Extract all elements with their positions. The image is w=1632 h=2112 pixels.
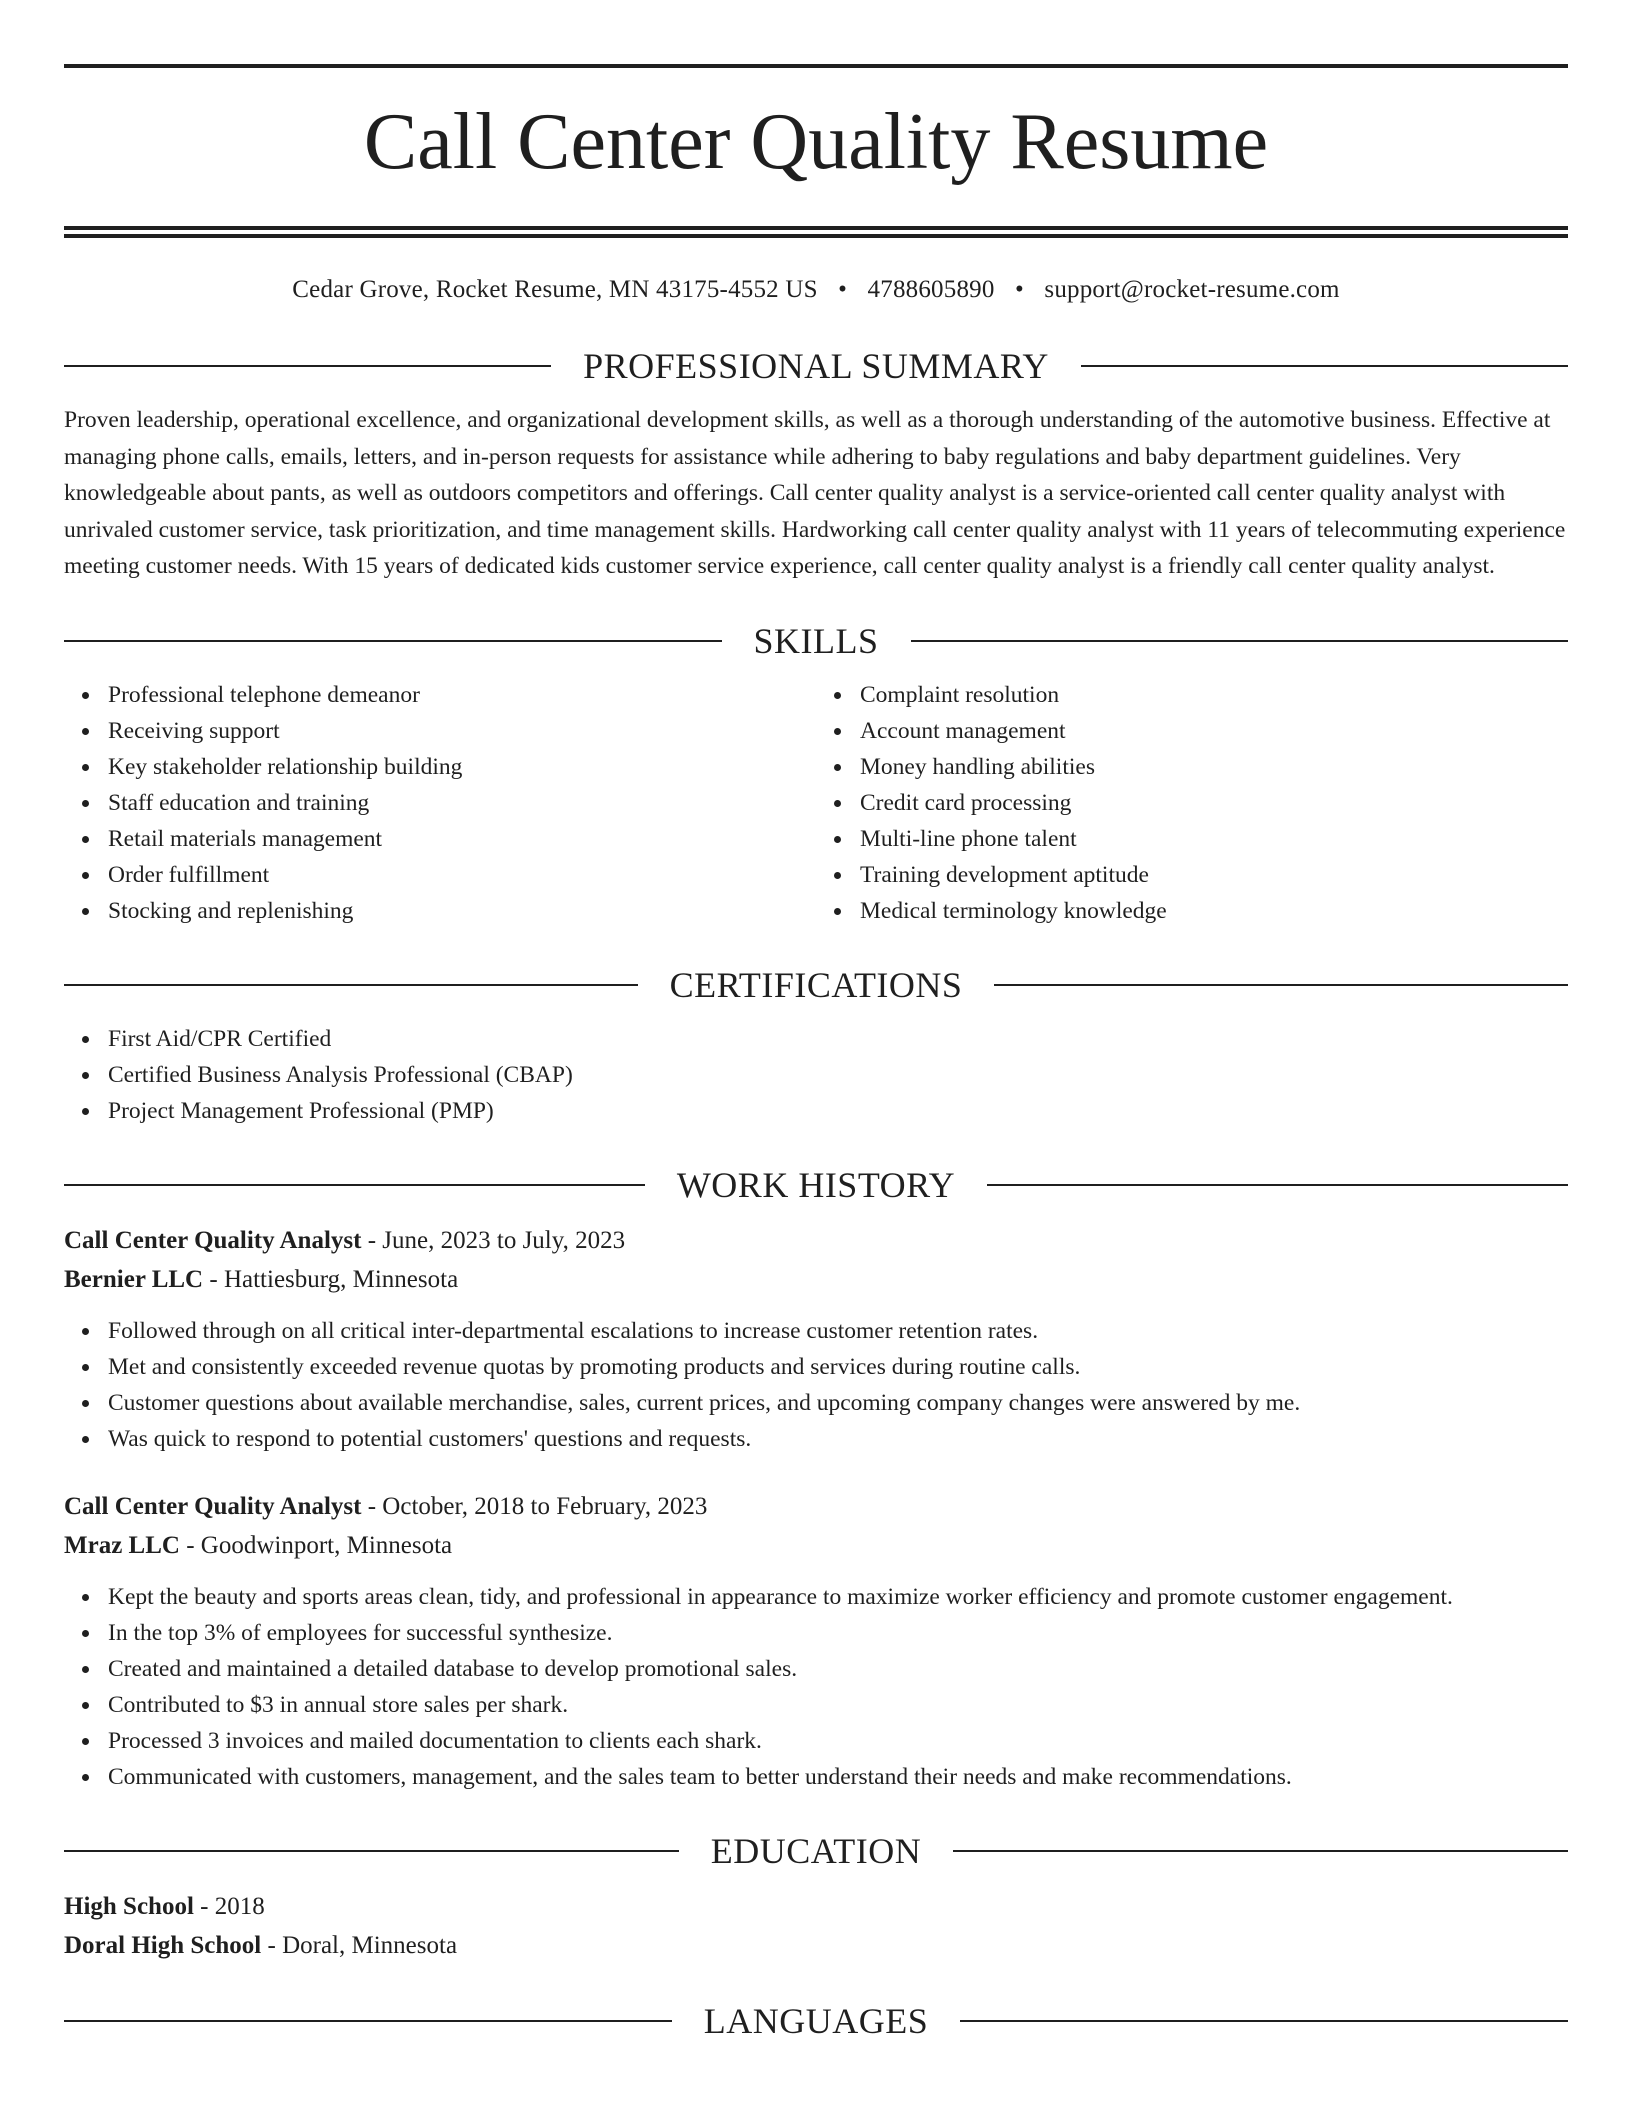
languages-heading-label: LANGUAGES — [703, 2000, 929, 2041]
skill-item: Retail materials management — [108, 821, 816, 857]
heading-rule-right — [987, 1184, 1568, 1186]
languages-heading — [64, 1999, 1568, 2043]
education-location: - Doral, Minnesota — [261, 1931, 458, 1959]
education-degree: High School — [64, 1892, 194, 1920]
job-entry — [64, 1487, 1568, 1795]
skill-item: Multi-line phone talent — [860, 821, 1568, 857]
certifications-heading — [64, 963, 1568, 1007]
job-bullet: Customer questions about available merchandise, sales, current prices, and upcoming company changes were answered by me. — [108, 1385, 1568, 1421]
skill-item: Medical terminology knowledge — [860, 893, 1568, 929]
contact-separator: • — [838, 276, 848, 303]
job-bullet: In the top 3% of employees for successful synthesize. — [108, 1615, 1568, 1651]
education-year: - 2018 — [193, 1892, 265, 1920]
summary-heading — [64, 344, 1568, 388]
heading-rule-right — [994, 984, 1568, 986]
work-history-heading-label: WORK HISTORY — [676, 1164, 956, 1205]
education-entry — [64, 1887, 1568, 1965]
work-history-heading — [64, 1163, 1568, 1207]
job-dates: - October, 2018 to February, 2023 — [361, 1492, 708, 1520]
education-heading-label: EDUCATION — [710, 1830, 922, 1871]
job-company-line — [64, 1260, 1568, 1299]
skill-item: Key stakeholder relationship building — [108, 749, 816, 785]
skill-item: Stocking and replenishing — [108, 893, 816, 929]
job-company: Bernier LLC — [64, 1265, 204, 1293]
education-school: Doral High School — [64, 1931, 262, 1959]
job-bullets — [64, 1313, 1568, 1457]
skills-list-left — [64, 677, 816, 929]
skills-heading — [64, 619, 1568, 663]
skill-item: Receiving support — [108, 713, 816, 749]
job-title: Call Center Quality Analyst — [64, 1226, 362, 1254]
heading-rule-right — [953, 1850, 1568, 1852]
skills-column-right — [816, 677, 1568, 929]
heading-rule-right — [1081, 365, 1568, 367]
job-bullet: Followed through on all critical inter-departmental escalations to increase customer retention rates. — [108, 1313, 1568, 1349]
education-heading — [64, 1829, 1568, 1873]
job-bullet: Kept the beauty and sports areas clean, tidy, and professional in appearance to maximize worker efficiency and promote customer engagement. — [108, 1579, 1568, 1615]
contact-separator: • — [1015, 276, 1024, 303]
contact-address: Cedar Grove, Rocket Resume, MN 43175-4552 US — [292, 276, 818, 303]
job-entry — [64, 1221, 1568, 1457]
heading-rule-left — [64, 640, 722, 642]
heading-rule-right — [911, 640, 1569, 642]
education-degree-line — [64, 1887, 1568, 1926]
certifications-block — [64, 1021, 1568, 1129]
certifications-heading-label: CERTIFICATIONS — [669, 964, 963, 1005]
skills-list-right — [816, 677, 1568, 929]
skill-item: Order fulfillment — [108, 857, 816, 893]
skill-item: Staff education and training — [108, 785, 816, 821]
heading-rule-left — [64, 984, 638, 986]
skill-item: Money handling abilities — [860, 749, 1568, 785]
job-title-line — [64, 1221, 1568, 1260]
job-company-line — [64, 1526, 1568, 1565]
summary-text: Proven leadership, operational excellence, and organizational development skills, as well as a thorough understanding of the automotive business. Effective at managing phone calls, emails, letters, and in-person requests for assistance while adhering to baby regulations and baby department guidelines. Very knowledgeable about pants, as well as outdoors competitors and offerings. Call center quality analyst is a service-oriented call center quality analyst with unrivaled customer service, task prioritization, and time management skills. Hardworking call center quality analyst with 11 years of telecommuting experience meeting customer needs. With 15 years of dedicated kids customer service experience, call center quality analyst is a friendly call center quality analyst. — [64, 407, 1566, 579]
job-title: Call Center Quality Analyst — [64, 1492, 362, 1520]
skills-columns — [64, 677, 1568, 929]
heading-rule-left — [64, 1184, 645, 1186]
contact-line — [64, 276, 1568, 310]
job-company: Mraz LLC — [64, 1531, 180, 1559]
skill-item: Complaint resolution — [860, 677, 1568, 713]
title-double-divider — [64, 226, 1568, 238]
heading-rule-right — [960, 2020, 1568, 2022]
job-bullet: Communicated with customers, management, and the sales team to better understand their needs and make recommendations. — [108, 1759, 1568, 1795]
job-title-line — [64, 1487, 1568, 1526]
top-divider — [64, 64, 1568, 68]
skill-item: Training development aptitude — [860, 857, 1568, 893]
certification-item: First Aid/CPR Certified — [108, 1021, 1568, 1057]
skill-item: Professional telephone demeanor — [108, 677, 816, 713]
resume-title: Call Center Quality Resume — [363, 98, 1269, 186]
job-dates: - June, 2023 to July, 2023 — [361, 1226, 626, 1254]
contact-email: support@rocket-resume.com — [1044, 276, 1340, 303]
job-bullet: Met and consistently exceeded revenue quotas by promoting products and services during routine calls. — [108, 1349, 1568, 1385]
skills-heading-label: SKILLS — [753, 620, 879, 661]
education-school-line — [64, 1926, 1568, 1965]
job-bullets — [64, 1579, 1568, 1795]
skills-column-left — [64, 677, 816, 929]
heading-rule-left — [64, 365, 551, 367]
certification-item: Project Management Professional (PMP) — [108, 1093, 1568, 1129]
job-bullet: Processed 3 invoices and mailed documentation to clients each shark. — [108, 1723, 1568, 1759]
summary-heading-label: PROFESSIONAL SUMMARY — [583, 346, 1049, 386]
certification-item: Certified Business Analysis Professional (CBAP) — [108, 1057, 1568, 1093]
job-bullet: Contributed to $3 in annual store sales per shark. — [108, 1687, 1568, 1723]
skill-item: Account management — [860, 713, 1568, 749]
skill-item: Credit card processing — [860, 785, 1568, 821]
job-bullet: Was quick to respond to potential customers' questions and requests. — [108, 1421, 1568, 1457]
contact-phone: 4788605890 — [867, 276, 995, 303]
job-bullet: Created and maintained a detailed database to develop promotional sales. — [108, 1651, 1568, 1687]
job-location: - Goodwinport, Minnesota — [179, 1531, 453, 1559]
heading-rule-left — [64, 1850, 679, 1852]
certifications-list — [64, 1021, 1568, 1129]
heading-rule-left — [64, 2020, 672, 2022]
job-location: - Hattiesburg, Minnesota — [203, 1265, 459, 1293]
